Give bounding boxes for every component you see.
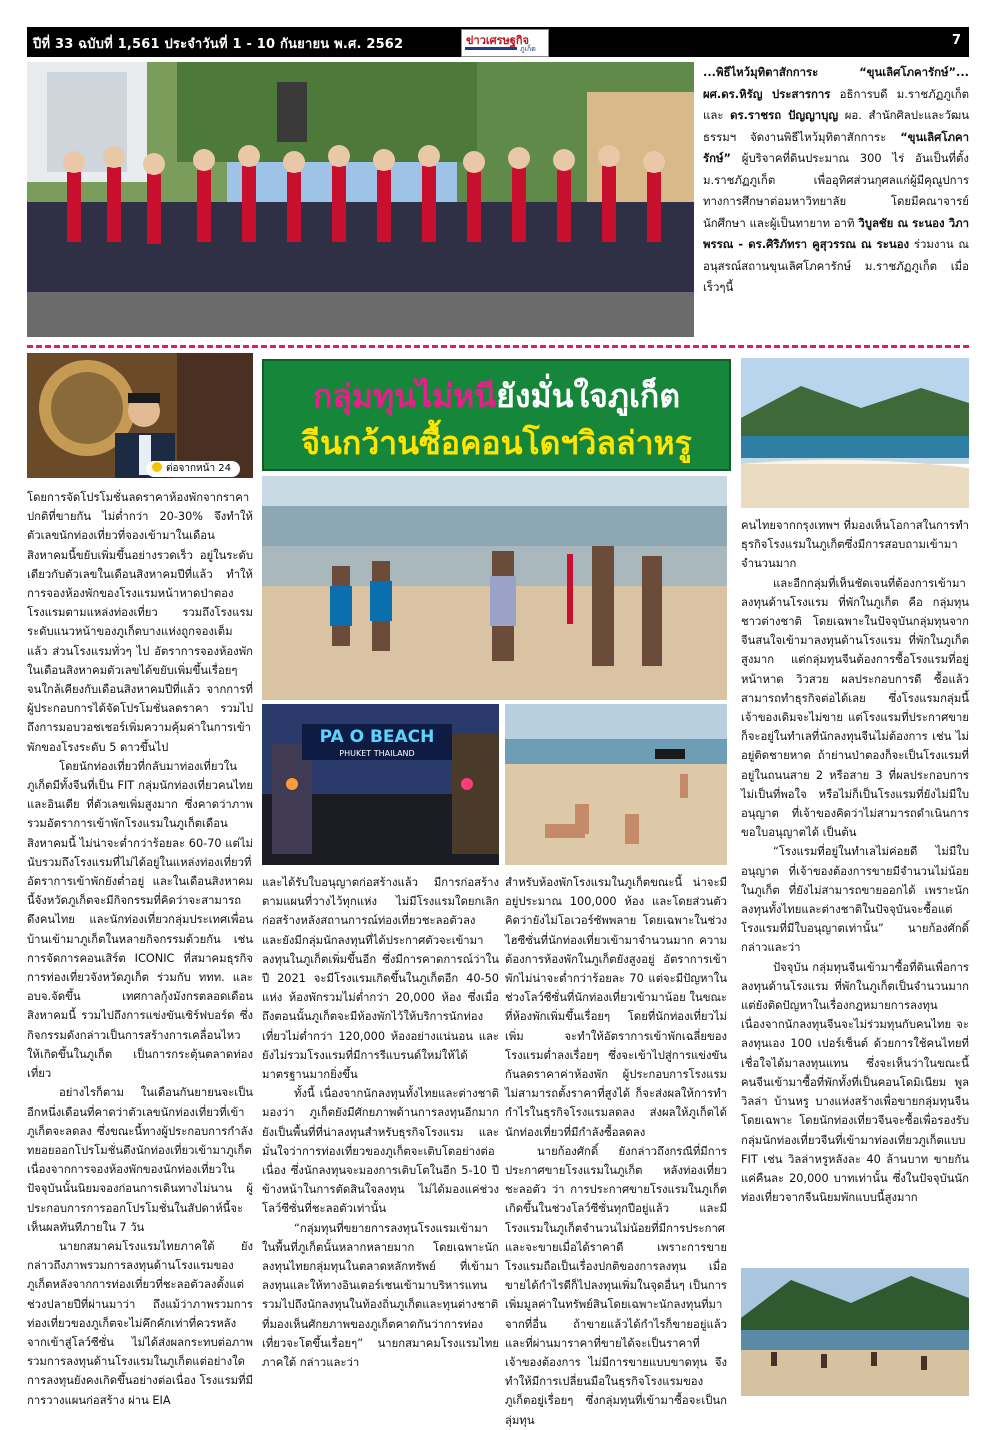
caption-part: ผศ.ดร.หิรัญ ประสารการ — [703, 86, 831, 101]
portrait-photo — [27, 353, 253, 478]
masthead-subtitle: ภูเก็ต — [520, 45, 536, 53]
headline-box — [262, 359, 731, 471]
beach-walkers-photo — [262, 476, 727, 700]
paragraph: โดยการจัดโปรโมชั่นลดราคาห้องพักจากราคาปกติที่ขายกัน ไม่ต่ำกว่า 20-30% จึงทำให้ตัวเลขนักท่องเที่ยวที่จองเข้ามาในเดือนสิงหาคมนี้ขยับเพิ่มขึ้นอย่างรวดเร็ว อยู่ในระดับเดียวกับตัวเลขในเดือนสิงหาคมปีที่แล้ว ทำให้การจองห้องพักของโรงแรมหน้าหาดป่าตอง โรงแรมตามแหล่งท่องเที่ยว รวมถึงโรงแรมระดับแนวหน้าของภูเก็ตบางแห่งถูกจองเต็มแล้ว ส่วนโรงแรมทั่วๆ ไป อัตราการจองห้องพักในเดือนสิงหาคมตัวเลขได้ขยับเพิ่มขึ้นเรื่อยๆ จนใกล้เคียงกับเดือนสิงหาคมปีที่แล้ว จากการที่ผู้ประกอบการได้จัดโปรโมชั่นลดราคา รวมไปถึงการมอบวอชเชอร์เพิ่มความคุ้มค่าในการเข้าพักของโรงระดับ 5 ดาวขึ้นไป — [27, 491, 253, 754]
sign-line2: PHUKET THAILAND — [339, 749, 415, 758]
paragraph: คนไทยจากกรุงเทพฯ ที่มองเห็นโอกาสในการทำธุรกิจโรงแรมในภูเก็ตซึ่งมีการสอบถามเข้ามาจำนวนมาก — [741, 519, 969, 571]
article-column-1 — [27, 488, 253, 1407]
masthead-title: ข่าวเศรษฐกิจ — [466, 34, 529, 47]
caption-part: ...พิธีไหว้มุทิตาสักการะ “ขุนเลิศโภคารักษ์”... — [703, 65, 969, 79]
masthead-logo — [461, 29, 549, 57]
headline-line1-rest: ยังมั่นใจภูเก็ต — [496, 377, 681, 415]
sunbathers-beach-photo — [505, 704, 727, 865]
paragraph: ปัจจุบัน กลุ่มทุนจีนเข้ามาซื้อที่ดินเพื่อการลงทุนด้านโรงแรม ที่พักในภูเก็ตเป็นจำนวนมาก แต่ยังติดปัญหาในเรื่องกฎหมายการลงทุน เนื่องจากนักลงทุนจีนจะไม่ร่วมทุนกับคนไทย จะลงทุนเอง 100 เปอร์เซ็นต์ ด้วยการใช้คนไทยที่เชื่อใจได้มาลงทุนแทน ซึ่งจะเห็นว่าในขณะนี้คนจีนเข้ามาซื้อที่พักทั้งที่เป็นคอนโดมิเนียม พูลวิลล่า บ้านหรู บางแห่งสร้างเพื่อขายกลุ่มทุนจีนโดยเฉพาะ โดยนักท่องเที่ยวจีนจะซื้อเพื่อรองรับกลุ่มนักท่องเที่ยวจีนที่เข้ามาท่องเที่ยวภูเก็ตแบบ FIT เช่น วิลล่าหรูหลังละ 40 ล้านบาท ขายกันแค่คืนละ 20,000 บาทเท่านั้น ซึ่งในปัจจุบันนักท่องเที่ยวจากจีนนิยมพักแบบนี้สูงมาก — [741, 960, 969, 1205]
page-number: 7 — [951, 33, 961, 48]
headline-line1 — [264, 371, 729, 422]
paragraph: “กลุ่มทุนที่ขยายการลงทุนโรงแรมเข้ามาในพื้นที่ภูเก็ตนั้นหลากหลายมาก โดยเฉพาะนักลงทุนไทยกลุ่มทุนในตลาดหลักทรัพย์ ที่เข้ามาลงทุนและให้ทางอินเตอร์เชนเข้ามาบริหารแทน รวมไปถึงนักลงทุนในท้องถิ่นภูเก็ตและทุนต่างชาติ ที่มองเห็นศักยภาพของภูเก็ตคาดกันว่าการท่องเที่ยวจะโตขึ้นเรื่อยๆ” นายกสมาคมโรงแรมไทยภาคใต้ กล่าวและว่า — [262, 1221, 499, 1370]
paragraph: และอีกกลุ่มที่เห็นชัดเจนที่ต้องการเข้ามาลงทุนด้านโรงแรม ที่พักในภูเก็ต คือ กลุ่มทุนชาวต่างชาติ โดยเฉพาะในปัจจุบันกลุ่มทุนจากจีนสนใจเข้ามาลงทุนด้านโรงแรม ที่พักในภูเก็ตสูงมาก แต่กลุ่มทุนจีนต้องการซื้อโรงแรมที่อยู่หน้าหาด วิวสวย ผลประกอบการดี ซื้อแล้วสามารถทำธุรกิจต่อได้เลย ซึ่งโรงแรมกลุ่มนี้เจ้าของเดิมจะไม่ขาย แต่โรงแรมที่ประกาศขายก็จะอยู่ในทำเลที่นักลงทุนจีนไม่ต้องการ เช่น ไม่อยู่ติดชายหาด ถ้าย่านป่าตองก็จะเป็นโรงแรมที่อยู่ในถนนสาย 2 หรือสาย 3 ที่ผลประกอบการไม่เป็นที่พอใจ หรือไม่ก็เป็นโรงแรมที่ยังไม่มีใบอนุญาต ที่เจ้าของคิดว่าไม่สามารถดำเนินการขอใบอนุญาตได้ เป็นต้น — [741, 576, 969, 840]
caption-part: อธิการบดี ม.ราชภัฏภูเก็ต และ — [703, 86, 969, 122]
caption-part: ผู้บริจาคที่ดินประมาณ 300 ไร่ อันเป็นที่ตั้ง ม.ราชภัฏภูเก็ต เพื่ออุทิศส่วนกุศลแก่ผู้มีคุณูปการทางการศึกษาต่อมหาวิทยาลัย โดยมีคณาจารย์ นักศึกษา และผู้เป็นทายาท อาทิ — [703, 151, 969, 230]
paragraph: โดยนักท่องเที่ยวที่กลับมาท่องเที่ยวในภูเก็ตมีทั้งจีนที่เป็น FIT กลุ่มนักท่องเที่ยวคนไทย และอินเดีย ที่ตัวเลขเพิ่มสูงมาก ซึ่งคาดว่าภาพรวมอัตราการเข้าพักโรงแรมในภูเก็ตเดือนสิงหาคมนี้ ไม่น่าจะต่ำกว่าร้อยละ 60-70 แต่ไม่นับรวมถึงโรงแรมที่ไม่ได้อยู่ในแหล่งท่องเที่ยวที่อัตราการเข้าพักยังต่ำอยู่ และในเดือนสิงหาคมนี้จังหวัดภูเก็ตจะมีกิจกรรมที่คิดว่าจะสามารถดึงคนไทย และนักท่องเที่ยวกลุ่มประเทศเพื่อนบ้านเข้ามาภูเก็ตในหลายกิจกรรมด้วยกัน เช่น การจัดการคอนเสิร์ต ICONIC ที่สมาคมธุรกิจการท่องเที่ยวจังหวัดภูเก็ต ร่วมกับ ททท. และ อบจ.จัดขึ้น เทศกาลกุ้งมังกรตลอดเดือนสิงหาคมนี้ รวมไปถึงการแข่งขันเซิร์ฟบอร์ด ซึ่งกิจกรรมดังกล่าวเป็นการสร้างการเคลื่อนไหวให้เกิดขึ้นในภูเก็ต เป็นการกระตุ้นตลาดท่องเที่ยว — [27, 759, 253, 1081]
page-header — [27, 27, 969, 57]
ceremony-group-photo — [27, 62, 694, 337]
beach-crowd-photo — [741, 1268, 969, 1396]
paragraph: “โรงแรมที่อยู่ในทำเลไม่ค่อยดี ไม่มีใบอนุญาต ที่เจ้าของต้องการขายมีจำนวนไม่น้อยในภูเก็ต ที่ยังไม่สามารถขายออกได้ เพราะนักลงทุนทั้งไทยและต่างชาติในปัจจุบันจะซื้อแต่โรงแรมที่มีใบอนุญาตเท่านั้น” นายก้องศักดิ์ กล่าวและว่า — [741, 845, 969, 955]
continued-badge — [146, 461, 240, 477]
paragraph: สำหรับห้องพักโรงแรมในภูเก็ตขณะนี้ น่าจะมีอยู่ประมาณ 100,000 ห้อง และโดยส่วนตัวคิดว่ายังไม่โอเวอร์ซัพพลาย โดยเฉพาะในช่วงไฮซีซั่นที่นักท่องเที่ยวเข้ามาจำนวนมาก ความต้องการห้องพักในภูเก็ตยังสูงอยู่ อัตราการเข้าพักไม่น่าจะต่ำกว่าร้อยละ 70 แต่จะมีปัญหาในช่วงโลว์ซีซั่นที่นักท่องเที่ยวเข้ามาน้อย ในขณะที่ห้องพักเพิ่มขึ้นเรื่อยๆ โดยที่นักท่องเที่ยวไม่เพิ่ม จะทำให้อัตราการเข้าพักเฉลี่ยของโรงแรมต่ำลงเรื่อยๆ ซึ่งจะเข้าไปสู่การแข่งขันกันลดราคาค่าห้องพัก ผู้ประกอบการโรงแรมไม่สามารถตั้งราคาที่สูงได้ ก็จะส่งผลให้การทำกำไรในธุรกิจโรงแรมลดลง ส่งผลให้ภูเก็ตได้นักท่องเที่ยวที่มีกำลังซื้อลดลง — [505, 876, 727, 1139]
paragraph: นายกสมาคมโรงแรมไทยภาคใต้ ยังกล่าวถึงภาพรวมการลงทุนด้านโรงแรมของภูเก็ตหลังจากการท่องเที่ยวที่ชะลอตัวลงตั้งแต่ช่วงปลายปีที่ผ่านมาว่า ถึงแม้ว่าภาพรวมการท่องเที่ยวของภูเก็ตจะไม่คึกคักเท่าที่ควรหลังจากเข้าสู่โลว์ซีซั่น ไม่ได้ส่งผลกระทบต่อภาพรวมการลงทุนด้านโรงแรมในภูเก็ตแต่อย่างใด การลงทุนยังคงเกิดขึ้นอย่างต่อเนื่อง โรงแรมที่มีการวางแผนก่อสร้าง ผ่าน EIA — [27, 1239, 253, 1407]
beach-road-night-photo — [262, 704, 499, 865]
paragraph: ทั้งนี้ เนื่องจากนักลงทุนทั้งไทยและต่างชาติมองว่า ภูเก็ตยังมีศักยภาพด้านการลงทุนอีกมาก ยังเป็นพื้นที่ที่น่าลงทุนสำหรับธุรกิจโรงแรม และมั่นใจว่าการท่องเที่ยวของภูเก็ตจะเติบโตอย่างต่อเนื่อง ซึ่งนักลงทุนจะมองการเติบโตในอีก 5-10 ปีข้างหน้าในการตัดสินใจลงทุน ไม่ได้มองแค่ช่วงโลว์ซีซั่นที่ชะลอตัวเท่านั้น — [262, 1087, 499, 1216]
masthead-bar — [465, 47, 517, 50]
issue-line: ปีที่ 33 ฉบับที่ 1,561 ประจำวันที่ 1 - 10 กันยายน พ.ศ. 2562 — [33, 37, 404, 52]
caption-part: “ขุนเลิศโภคารักษ์” — [703, 129, 969, 165]
caption-part: ร่วมงาน ณ อนุสรณ์สถานขุนเลิศโภคารักษ์ ม.ราชภัฏภูเก็ต เมื่อเร็วๆนี้ — [703, 237, 970, 294]
headline-highlight: กลุ่มทุนไม่หนี — [312, 377, 497, 415]
paragraph: อย่างไรก็ตาม ในเดือนกันยายนจะเป็นอีกหนึ่งเดือนที่คาดว่าตัวเลขนักท่องเที่ยวที่เข้าภูเก็ตจะลดลง ซึ่งขณะนี้ทางผู้ประกอบการกำลังทยอยออกโปรโมชั่นดึงนักท่องเที่ยวเข้ามาภูเก็ต เนื่องจากการจองห้องพักของนักท่องเที่ยวในปัจจุบันนั้นนิยมจองก่อนการเดินทางไม่นาน ผู้ประกอบการการออกโปรโมชั่นในสัปดาห์นี้จะเห็นผลทันทีภายใน 7 วัน — [27, 1086, 253, 1234]
continued-label: ต่อจากหน้า 24 — [166, 463, 231, 474]
sign-line1: PA O BEACH — [319, 727, 435, 747]
section-divider — [27, 345, 969, 348]
article-column-4 — [741, 516, 969, 1262]
article-column-2 — [262, 873, 499, 1398]
caption-part: ผอ. สำนักศิลปะและวัฒนธรรมฯ จัดงานพิธีไหว้มุทิตาสักการะ — [703, 108, 969, 144]
photo-caption — [703, 62, 969, 299]
caption-part: ดร.ราชรถ ปัญญาบุญ — [730, 108, 839, 122]
article-column-3 — [505, 873, 727, 1427]
badge-dot-icon — [152, 462, 162, 472]
paragraph: นายก้องศักดิ์ ยังกล่าวถึงกรณีที่มีการประกาศขายโรงแรมในภูเก็ต หลังท่องเที่ยวชะลอตัว ว่า การประกาศขายโรงแรมในภูเก็ตเกิดขึ้นในช่วงโลว์ซีซั่นทุกปีอยู่แล้ว และมีโรงแรมในภูเก็ตจำนวนไม่น้อยที่มีการประกาศและจะขายเมื่อได้ราคาดี เพราะการขายโรงแรมถือเป็นเรื่องปกติของการลงทุน เมื่อขายได้กำไรดีก็ไปลงทุนเพิ่มในจุดอื่นๆ เป็นการเพิ่มมูลค่าในทรัพย์สินโดยเฉพาะนักลงทุนที่มาจากที่อื่น ถ้าขายแล้วได้กำไรก็ขายอยู่แล้ว และที่ผ่านมาราคาที่ขายได้จะเป็นราคาที่เจ้าของต้องการ ไม่มีการขายแบบขาดทุน จึงทำให้มีการเปลี่ยนมือในธุรกิจโรงแรมของภูเก็ตอยู่เรื่อยๆ ซึ่งกลุ่มทุนที่เข้ามาซื้อจะเป็นกลุ่มทุน — [505, 1144, 727, 1427]
paragraph: และได้รับใบอนุญาตก่อสร้างแล้ว มีการก่อสร้างตามแผนที่วางไว้ทุกแห่ง ไม่มีโรงแรมใดยกเลิกก่อสร้างหลังสถานการณ์ท่องเที่ยวชะลอตัวลง และยังมีกลุ่มนักลงทุนที่ได้ประกาศตัวจะเข้ามาลงทุนในภูเก็ตเพิ่มขึ้นอีก ซึ่งมีการคาดการณ์ว่าในปี 2021 จะมีโรงแรมเกิดขึ้นในภูเก็ตอีก 40-50 แห่ง ห้องพักรวมไม่ต่ำกว่า 20,000 ห้อง ซึ่งเมื่อถึงตอนนั้นภูเก็ตจะมีห้องพักไว้ให้บริการนักท่องเที่ยวไม่ต่ำกว่า 120,000 ห้องอย่างแน่นอน และยังไม่รวมโรงแรมที่มีการรีแบรนด์ใหม่ให้ได้มาตรฐานมากยิ่งขึ้น — [262, 876, 499, 1082]
beach-photo-right-top — [741, 358, 969, 508]
caption-part: วิบูลชัย ณ ระนอง วิภาพรรณ - ดร.ศิริภัทรา คูสุวรรณ ณ ระนอง — [703, 215, 969, 251]
headline-line2: จีนกว้านซื้อคอนโดฯวิลล่าหรู — [301, 424, 692, 462]
